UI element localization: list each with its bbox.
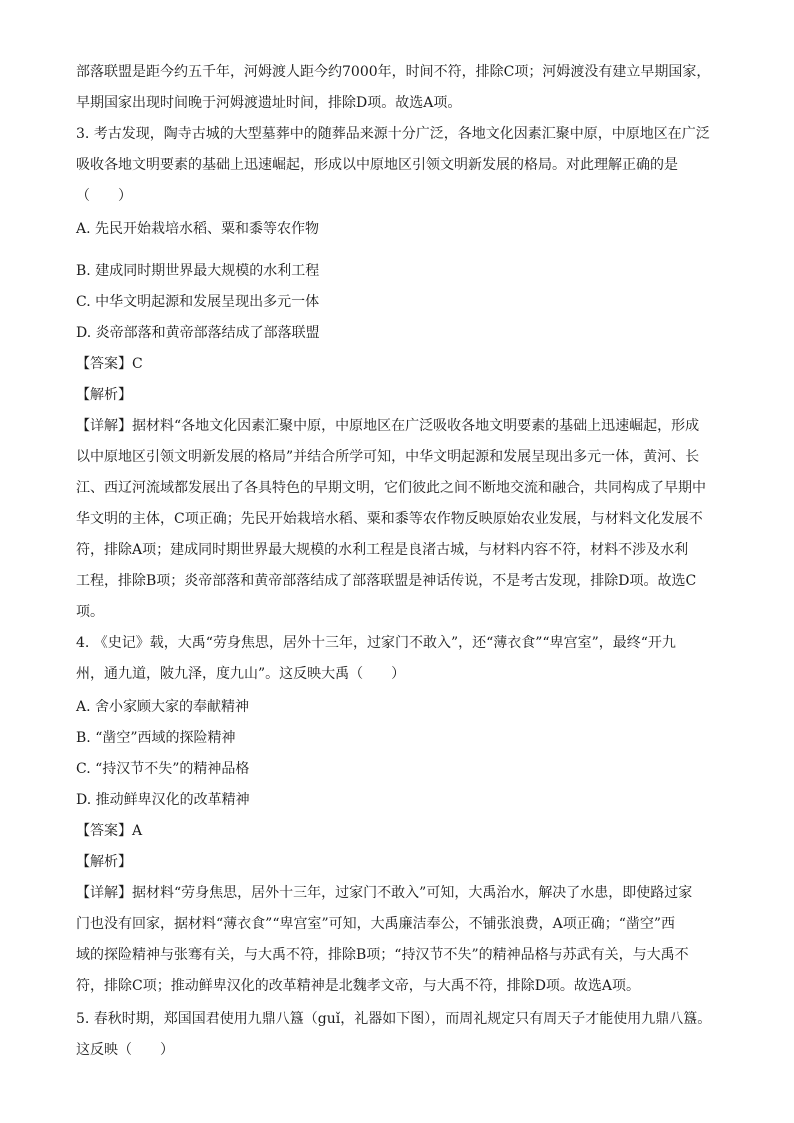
question-5-stem: 5. 春秋时期，郑国国君使用九鼎八簋（guǐ，礼器如下图），而周礼规定只有周天子才能使用九鼎八簋。 [76,1011,712,1027]
answer-label: 【答案】A [76,823,143,839]
text-line: 这反映（ ） [76,1042,174,1058]
explanation-line: 华文明的主体，C项正确；先民开始栽培水稻、粟和黍等农作物反映原始农业发展，与材料文化发展不 [76,511,703,527]
explanation-line: 【详解】据材料“劳身焦思，居外十三年，过家门不敢入”可知，大禹治水，解决了水患，即使路过家 [76,885,693,901]
option-a: A. 舍小家顾大家的奉献精神 [76,699,250,715]
option-c: C. “持汉节不失”的精神品格 [76,761,250,777]
explanation-line: 域的探险精神与张骞有关，与大禹不符，排除B项；“持汉节不失”的精神品格与苏武有关，与大禹不 [76,947,689,963]
option-d: D. 炎帝部落和黄帝部落结成了部落联盟 [76,325,320,341]
question-4-stem: 4. 《史记》载，大禹“劳身焦思，居外十三年，过家门不敢入”，还“薄衣食”“卑宫室”，最终“开九 [76,635,676,651]
explanation-line: 【详解】据材料“各地文化因素汇聚中原，中原地区在广泛吸收各地文明要素的基础上迅速崛起，形成 [76,418,700,434]
text-line: 早期国家出现时间晚于河姆渡遗址时间，排除D项。故选A项。 [76,95,462,111]
explanation-line: 符，排除A项；建成同时期世界最大规模的水利工程是良渚古城，与材料内容不符，材料不涉及水利 [76,542,689,558]
explanation-line: 工程，排除B项；炎帝部落和黄帝部落结成了部落联盟是神话传说，不是考古发现，排除D项。故选C [76,573,697,589]
explanation-line: 以中原地区引领文明新发展的格局”并结合所学可知，中华文明起源和发展呈现出多元一体，黄河、长 [76,449,700,465]
answer-blank: （ ） [76,188,132,204]
explanation-line: 项。 [76,604,104,620]
text-line: 部落联盟是距今约五千年，河姆渡人距今约7000年，时间不符，排除C项；河姆渡没有建立早期国家， [76,64,711,80]
text-line: 吸收各地文明要素的基础上迅速崛起，形成以中原地区引领文明新发展的格局。对此理解正确的是 [76,157,678,173]
explanation-line: 门也没有回家，据材料“薄衣食”“卑宫室”可知，大禹廉洁奉公，不铺张浪费，A项正确；“凿空”西 [76,916,676,932]
analysis-label: 【解析】 [76,387,132,403]
question-3-stem: 3. 考古发现，陶寺古城的大型墓葬中的随葬品来源十分广泛，各地文化因素汇聚中原，中原地区在广泛 [76,126,710,142]
option-b: B. “凿空”西域的探险精神 [76,730,236,746]
explanation-line: 江、西辽河流域都发展出了各具特色的早期文明，它们彼此之间不断地交流和融合，共同构成了早期中 [76,480,706,496]
option-b: B. 建成同时期世界最大规模的水利工程 [76,263,320,279]
option-d: D. 推动鲜卑汉化的改革精神 [76,792,250,808]
explanation-line: 符，排除C项；推动鲜卑汉化的改革精神是北魏孝文帝，与大禹不符，排除D项。故选A项。 [76,978,641,994]
option-a: A. 先民开始栽培水稻、粟和黍等农作物 [76,221,320,237]
option-c: C. 中华文明起源和发展呈现出多元一体 [76,294,320,310]
analysis-label: 【解析】 [76,854,132,870]
answer-label: 【答案】C [76,356,143,372]
text-line: 州，通九道，陂九泽，度九山”。这反映大禹（ ） [76,666,406,682]
